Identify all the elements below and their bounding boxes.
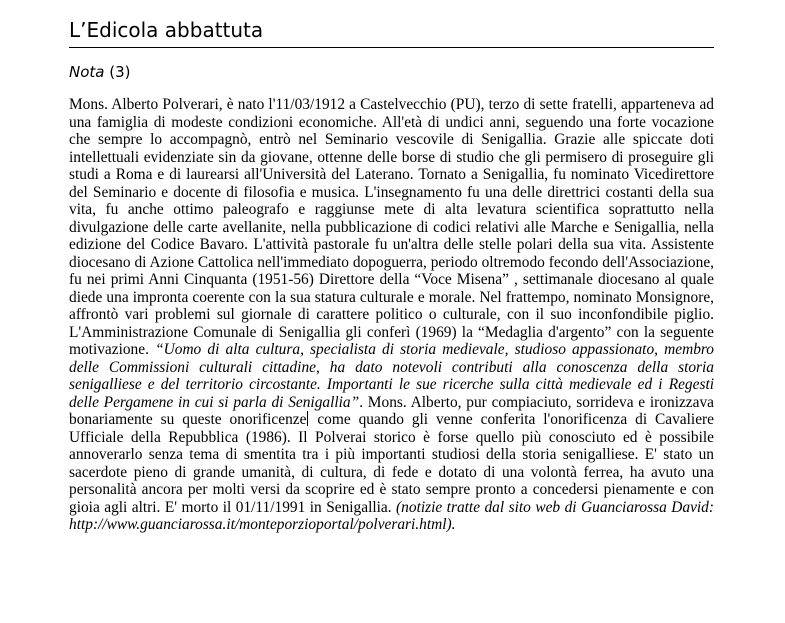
title-divider bbox=[69, 47, 714, 48]
note-word: Nota bbox=[69, 63, 105, 81]
note-number: (3) bbox=[109, 63, 131, 81]
body-part-2a: . Mons. Alberto, pur compiaciuto, sorrideva e ironizzava bonariamente su queste onorificenze bbox=[69, 393, 714, 428]
motivation-quote: “Uomo di alta cultura, specialista di storia medievale, studioso appassionato, membro delle Commissioni culturali cittadine, ha dato notevoli contributi alla conoscenza della storia senigalliese e del territorio circostante. Importanti le sue ricerche sulla città medievale ed i Regesti delle Pergamene in cui si parla di Senigallia” bbox=[69, 341, 714, 411]
note-body-text[interactable] bbox=[69, 96, 714, 534]
note-heading bbox=[69, 62, 131, 82]
body-part-2b: come quando gli venne conferita l'onorificenza di Cavaliere Ufficiale della Repubblica (1986). Il Polverai storico è forse quello più conosciuto ed è possibile annoverarlo senza tema di smentita tra i più importanti studiosi della storia senigalliese. E' stato un sacerdote pieno di grande umanità, di cultura, di fede e dotato di una volontà ferrea, ha avuto una personalità ancora per molti versi da scoprire ed è stato sempre pronto a concedersi pienamente e con gioia agli altri. E' morto il 01/11/1991 in Senigallia. bbox=[69, 411, 714, 516]
source-citation: (notizie tratte dal sito web di Guanciarossa David: http://www.guanciarossa.it/monteporzioportal/polverari.html). bbox=[69, 498, 714, 533]
page-title: L’Edicola abbattuta bbox=[69, 18, 264, 42]
body-part-1: Mons. Alberto Polverari, è nato l'11/03/1912 a Castelvecchio (PU), terzo di sette fratelli, apparteneva ad una famiglia di modeste condizioni economiche. All'età di undici anni, seguendo una forte vocazione che sempre lo accompagnò, entrò nel Seminario vescovile di Senigallia. Grazie alle spiccate doti intellettuali evidenziate sin da giovane, ottenne delle borse di studio che gli permisero di proseguire gli studi a Roma e di laurearsi all'Università del Laterano. Tornato a Senigallia, fu nominato Vicedirettore del Seminario e docente di filosofia e musica. L'insegnamento fu una delle direttrici costanti della sua vita, fu anche ottimo paleografo e raggiunse mete di alta levatura scientifica soprattutto nella divulgazione delle carte avellanite, nella pubblicazione di codici relativi alle Marche e Senigallia, nella edizione del Codice Bavaro. L'attività pastorale fu un'altra delle stelle polari della sua vita. Assistente diocesano di Azione Cattolica nell'immediato dopoguerra, periodo oltremodo fecondo dell'Associazione, fu nei primi Anni Cinquanta (1951-56) Direttore della “Voce Misena” , settimanale diocesano al quale diede una impronta coerente con la sua statura culturale e morale. Nel frattempo, nominato Monsignore, affrontò vari problemi sul giornale di carattere politico o culturale, con il suo inconfondibile piglio. L'Amministrazione Comunale di Senigallia gli conferì (1969) la “Medaglia d'argento” con la seguente motivazione. bbox=[69, 96, 714, 358]
